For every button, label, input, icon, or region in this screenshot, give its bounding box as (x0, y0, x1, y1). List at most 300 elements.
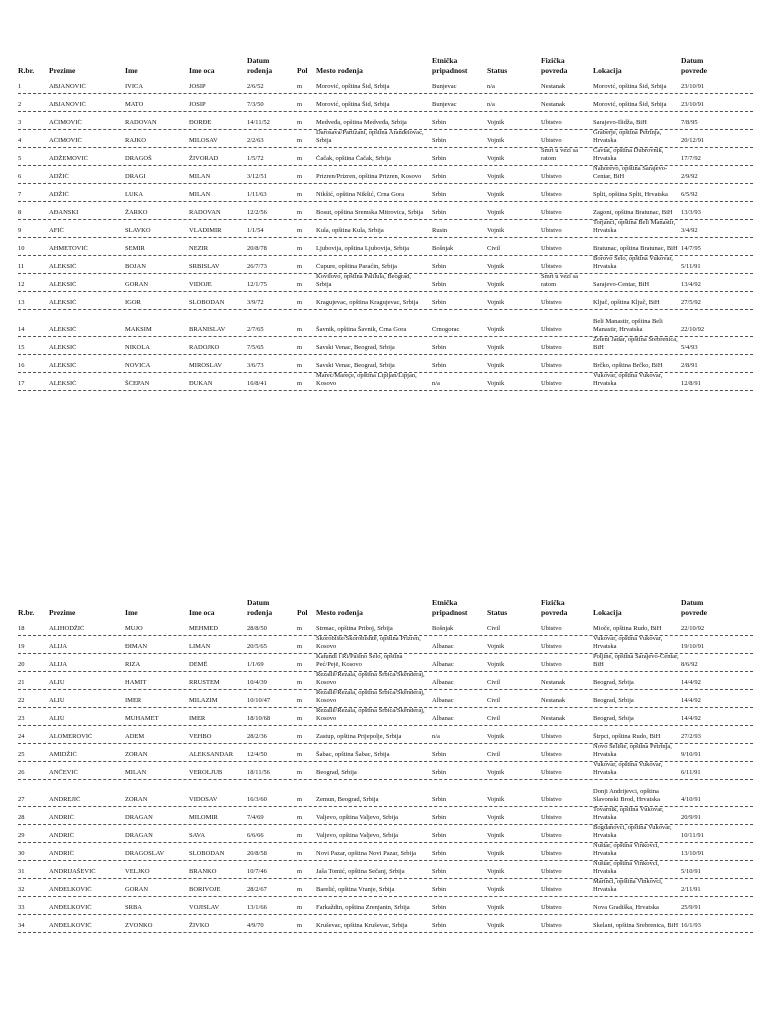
cell-datum-povrede: 7/8/95 (681, 119, 698, 127)
cell-pol: m (297, 83, 303, 91)
header-col-mesto-rodjenja: Mesto rođenja (316, 66, 363, 75)
cell-fizicka: Nestanak (541, 83, 566, 91)
header-col-datum-povrede: Datum povrede (681, 598, 708, 617)
cell-datum-rodjenja: 10/7/46 (247, 868, 267, 876)
table-row (18, 274, 753, 292)
cell-prezime: ANĐELKOVIĆ (49, 922, 92, 930)
table-row (18, 256, 753, 274)
cell-prezime: ALOMEROVIĆ (49, 733, 93, 741)
header-col-lokacija: Lokacija (593, 608, 622, 617)
cell-mesto-rodjenja: Čačak, opština Čačak, Srbija (316, 155, 391, 163)
cell-fizicka: Ubistvo (541, 904, 562, 912)
table-row (18, 726, 753, 744)
cell-etnicka: Rusin (432, 227, 448, 235)
cell-datum-rodjenja: 16/3/60 (247, 796, 267, 804)
cell-fizicka: Smrt u vezi sa ratom (541, 148, 579, 163)
cell-ime-oca: VOJISLAV (189, 904, 220, 912)
table-row (18, 672, 753, 690)
table-row (18, 238, 753, 256)
cell-ime-oca: JOSIP (189, 101, 206, 109)
cell-datum-rodjenja: 28/2/36 (247, 733, 267, 741)
cell-pol: m (297, 832, 303, 840)
cell-status: Vojnik (487, 119, 505, 127)
cell-etnicka: Srbin (432, 344, 447, 352)
cell-prezime: ALEKSIĆ (49, 263, 77, 271)
cell-datum-povrede: 13/3/93 (681, 209, 701, 217)
cell-ime-oca: ALEKSANDAR (189, 751, 234, 759)
cell-prezime: ALEKSIĆ (49, 326, 77, 334)
cell-pol: m (297, 344, 303, 352)
cell-pol: m (297, 904, 303, 912)
cell-mesto-rodjenja: Valjevo, opština Valjevo, Srbija (316, 814, 399, 822)
cell-datum-rodjenja: 12/2/56 (247, 209, 267, 217)
cell-ime-oca: ĐUKAN (189, 380, 213, 388)
table-row (18, 618, 753, 636)
cell-etnicka: Srbin (432, 850, 447, 858)
cell-ime-oca: VIDOSAV (189, 796, 218, 804)
cell-status: Vojnik (487, 733, 505, 741)
cell-ime: MAKSIM (125, 326, 152, 334)
cell-fizicka: Ubistvo (541, 661, 562, 669)
cell-lokacija: Nuštar, opština Vinkovci, Hrvatska (593, 843, 660, 858)
table-row (18, 112, 753, 130)
cell-status: Civil (487, 697, 501, 705)
cell-mesto-rodjenja: Jaša Tomić, opština Sečanj, Srbija (316, 868, 405, 876)
cell-pol: m (297, 625, 303, 633)
cell-mesto-rodjenja: Savski Venac, Beograd, Srbija (316, 362, 395, 370)
cell-ime: RADOVAN (125, 119, 157, 127)
cell-status: Civil (487, 625, 501, 633)
cell-lokacija: Marinci, opština Vinkovci, Hrvatska (593, 879, 663, 894)
header-col-rbr: R.br. (18, 66, 35, 75)
cell-lokacija: Brčko, opština Brčko, BiH (593, 362, 663, 370)
header-col-pol: Pol (297, 608, 308, 617)
cell-mesto-rodjenja: Rezallë/Rezala, opština Srbica/Skënderaj, Kosovo (316, 708, 425, 723)
cell-etnicka: Srbin (432, 922, 447, 930)
cell-datum-povrede: 4/10/91 (681, 796, 701, 804)
cell-datum-rodjenja: 2/2/63 (247, 137, 264, 145)
cell-pol: m (297, 362, 303, 370)
cell-mesto-rodjenja: Strmac, opština Priboj, Srbija (316, 625, 393, 633)
cell-lokacija: Beograd, Srbija (593, 715, 634, 723)
cell-prezime: ALEKSIĆ (49, 362, 77, 370)
cell-rbr: 26 (18, 769, 25, 777)
cell-status: Vojnik (487, 326, 505, 334)
table-row (18, 861, 753, 879)
cell-lokacija: Beograd, Srbija (593, 697, 634, 705)
cell-lokacija: Cavtat, opština Dubrovnik, Hrvatska (593, 148, 664, 163)
cell-pol: m (297, 101, 303, 109)
cell-status: Vojnik (487, 814, 505, 822)
header-col-pol: Pol (297, 66, 308, 75)
cell-etnicka: Srbin (432, 814, 447, 822)
cell-ime-oca: SLOBODAN (189, 850, 225, 858)
cell-mesto-rodjenja: Skorobište/Skorobishtë, opština Prizren, Kosovo (316, 636, 421, 651)
cell-ime: ZORAN (125, 751, 148, 759)
cell-rbr: 34 (18, 922, 25, 930)
cell-lokacija: Tovarnik, opština Vukovar, Hrvatska (593, 807, 664, 822)
cell-pol: m (297, 643, 303, 651)
cell-ime-oca: MEHMED (189, 625, 218, 633)
cell-fizicka: Ubistvo (541, 227, 562, 235)
cell-fizicka: Ubistvo (541, 733, 562, 741)
cell-prezime: ANDRIĆ (49, 850, 74, 858)
header-col-status: Status (487, 66, 508, 75)
cell-mesto-rodjenja: Morović, opština Šid, Srbija (316, 101, 390, 109)
cell-etnicka: Srbin (432, 137, 447, 145)
cell-status: Vojnik (487, 362, 505, 370)
cell-datum-povrede: 20/12/91 (681, 137, 705, 145)
cell-status: Vojnik (487, 173, 505, 181)
cell-fizicka: Ubistvo (541, 832, 562, 840)
header-col-fizicka: Fizička povreda (541, 56, 568, 75)
cell-prezime: ANDREJIĆ (49, 796, 81, 804)
cell-ime-oca: RADOJKO (189, 344, 220, 352)
cell-datum-rodjenja: 28/8/50 (247, 625, 267, 633)
cell-rbr: 30 (18, 850, 25, 858)
cell-mesto-rodjenja: Ljubovija, opština Ljubovija, Srbija (316, 245, 409, 253)
cell-rbr: 32 (18, 886, 25, 894)
cell-pol: m (297, 661, 303, 669)
cell-etnicka: Bunjevac (432, 83, 457, 91)
cell-mesto-rodjenja: Kragujevac, opština Kragujevac, Srbija (316, 299, 419, 307)
cell-rbr: 3 (18, 119, 22, 127)
cell-pol: m (297, 814, 303, 822)
cell-status: Vojnik (487, 922, 505, 930)
cell-ime-oca: ĐORĐE (189, 119, 212, 127)
table-row (18, 202, 753, 220)
cell-ime-oca: RADOVAN (189, 209, 221, 217)
cell-etnicka: Srbin (432, 209, 447, 217)
table-row (18, 915, 753, 933)
cell-datum-povrede: 14/4/92 (681, 697, 701, 705)
header-col-fizicka: Fizička povreda (541, 598, 568, 617)
cell-ime-oca: VLADIMIR (189, 227, 222, 235)
cell-ime-oca: BRANKO (189, 868, 217, 876)
cell-lokacija: Split, opština Split, Hrvatska (593, 191, 668, 199)
table-row (18, 337, 753, 355)
cell-fizicka: Nestanak (541, 679, 566, 687)
cell-ime-oca: SAVA (189, 832, 206, 840)
cell-datum-rodjenja: 3/9/72 (247, 299, 264, 307)
table-row (18, 292, 753, 310)
table-row (18, 373, 753, 391)
cell-ime-oca: VIDOJE (189, 281, 212, 289)
cell-lokacija: Ključ, opština Ključ, BiH (593, 299, 660, 307)
cell-pol: m (297, 227, 303, 235)
header-col-ime-oca: Ime oca (189, 66, 215, 75)
cell-etnicka: Srbin (432, 751, 447, 759)
cell-etnicka: Srbin (432, 362, 447, 370)
cell-etnicka: Albanac (432, 679, 454, 687)
cell-rbr: 29 (18, 832, 25, 840)
cell-status: n/a (487, 83, 495, 91)
cell-datum-povrede: 5/4/93 (681, 344, 698, 352)
cell-ime: MILAN (125, 769, 147, 777)
cell-status: Vojnik (487, 380, 505, 388)
cell-lokacija: Mioče, opština Rudo, BiH (593, 625, 662, 633)
table-header (18, 50, 753, 76)
cell-datum-rodjenja: 3/6/73 (247, 362, 264, 370)
cell-prezime: ALIU (49, 697, 65, 705)
cell-ime-oca: IMER (189, 715, 206, 723)
table-row (18, 310, 753, 337)
cell-datum-povrede: 19/10/91 (681, 643, 705, 651)
cell-fizicka: Ubistvo (541, 326, 562, 334)
cell-lokacija: Morović, opština Šid, Srbija (593, 83, 667, 91)
cell-mesto-rodjenja: Kula, opština Kula, Srbija (316, 227, 384, 235)
cell-mesto-rodjenja: Ćupure, opština Paraćin, Srbija (316, 263, 398, 271)
cell-ime-oca: VEROLJUB (189, 769, 223, 777)
cell-rbr: 4 (18, 137, 22, 145)
records-table-2 (18, 592, 753, 933)
cell-datum-rodjenja: 7/3/50 (247, 101, 264, 109)
cell-etnicka: Albanac (432, 715, 454, 723)
cell-rbr: 21 (18, 679, 25, 687)
cell-fizicka: Ubistvo (541, 344, 562, 352)
cell-rbr: 5 (18, 155, 22, 163)
cell-datum-povrede: 25/9/91 (681, 904, 701, 912)
cell-datum-povrede: 23/10/91 (681, 101, 705, 109)
cell-mesto-rodjenja: Kruševac, opština Kruševac, Srbija (316, 922, 408, 930)
cell-mesto-rodjenja: Savski Venac, Beograd, Srbija (316, 344, 395, 352)
cell-ime: ADEM (125, 733, 145, 741)
cell-fizicka: Ubistvo (541, 137, 562, 145)
cell-ime: MUJO (125, 625, 143, 633)
cell-status: Civil (487, 715, 501, 723)
cell-prezime: ADŽEMOVIĆ (49, 155, 88, 163)
cell-prezime: ALIJA (49, 643, 68, 651)
cell-status: Vojnik (487, 904, 505, 912)
table-body (18, 76, 753, 391)
cell-ime: MUHAMET (125, 715, 159, 723)
cell-ime: IMER (125, 697, 142, 705)
cell-fizicka: Ubistvo (541, 886, 562, 894)
cell-datum-povrede: 22/10/92 (681, 625, 705, 633)
cell-status: Vojnik (487, 344, 505, 352)
cell-ime: DRAGAN (125, 832, 153, 840)
cell-lokacija: Sarajevo-Centar, BiH (593, 281, 650, 289)
cell-mesto-rodjenja: Barelić, opština Vranje, Srbija (316, 886, 395, 894)
cell-datum-rodjenja: 28/2/67 (247, 886, 267, 894)
cell-datum-rodjenja: 3/12/51 (247, 173, 267, 181)
cell-ime: ŽARKO (125, 209, 148, 217)
table-row (18, 744, 753, 762)
cell-datum-rodjenja: 1/11/63 (247, 191, 267, 199)
cell-datum-rodjenja: 1/1/69 (247, 661, 264, 669)
header-col-datum-rodjenja: Datum rođenja (247, 598, 273, 617)
cell-ime-oca: JOSIP (189, 83, 206, 91)
cell-fizicka: Ubistvo (541, 263, 562, 271)
cell-datum-povrede: 8/6/92 (681, 661, 698, 669)
cell-mesto-rodjenja: Šavnik, opština Šavnik, Crna Gora (316, 326, 407, 334)
cell-status: Vojnik (487, 155, 505, 163)
cell-prezime: ALEKSIĆ (49, 281, 77, 289)
cell-datum-povrede: 14/4/92 (681, 679, 701, 687)
cell-datum-povrede: 23/10/91 (681, 83, 705, 91)
cell-ime-oca: MIROSLAV (189, 362, 223, 370)
cell-datum-povrede: 14/4/92 (681, 715, 701, 723)
cell-datum-rodjenja: 12/4/50 (247, 751, 267, 759)
cell-mesto-rodjenja: Bosut, opština Sremska Mitrovica, Srbija (316, 209, 424, 217)
cell-pol: m (297, 715, 303, 723)
cell-ime: ZORAN (125, 796, 148, 804)
cell-prezime: ANČEVIĆ (49, 769, 78, 777)
cell-etnicka: Srbin (432, 769, 447, 777)
cell-etnicka: Srbin (432, 886, 447, 894)
cell-rbr: 24 (18, 733, 25, 741)
table-header (18, 592, 753, 618)
cell-fizicka: Ubistvo (541, 751, 562, 759)
cell-datum-povrede: 17/7/92 (681, 155, 701, 163)
cell-ime-oca: MILOSAV (189, 137, 218, 145)
cell-status: Vojnik (487, 227, 505, 235)
cell-fizicka: Nestanak (541, 715, 566, 723)
cell-prezime: ALEKSIĆ (49, 380, 77, 388)
cell-lokacija: Vukovar, opština Vukovar, Hrvatska (593, 636, 663, 651)
table-row (18, 130, 753, 148)
cell-lokacija: Nova Gradiška, Hrvatska (593, 904, 659, 912)
cell-fizicka: Ubistvo (541, 850, 562, 858)
cell-etnicka: Srbin (432, 904, 447, 912)
cell-ime: HAMIT (125, 679, 147, 687)
cell-pol: m (297, 679, 303, 687)
cell-status: Vojnik (487, 299, 505, 307)
cell-lokacija: Zeleni Jadar, opština Srebrenica, BiH (593, 337, 678, 352)
table-row (18, 807, 753, 825)
cell-etnicka: Srbin (432, 868, 447, 876)
cell-mesto-rodjenja: Darosava/Partizani, opština Aranđelovac, Srbija (316, 130, 424, 145)
table-row (18, 166, 753, 184)
cell-datum-povrede: 13/10/91 (681, 850, 705, 858)
cell-rbr: 14 (18, 326, 25, 334)
cell-pol: m (297, 281, 303, 289)
cell-mesto-rodjenja: Prizren/Prizren, opština Prizren, Kosovo (316, 173, 422, 181)
cell-datum-povrede: 22/10/92 (681, 326, 705, 334)
cell-lokacija: Torjanci, opština Beli Manastir, Hrvatska (593, 220, 676, 235)
header-col-etnicka: Etnička pripadnost (432, 598, 468, 617)
cell-fizicka: Ubistvo (541, 209, 562, 217)
cell-pol: m (297, 922, 303, 930)
table-row (18, 690, 753, 708)
cell-prezime: ALIU (49, 715, 65, 723)
cell-mesto-rodjenja: Zastup, opština Prijepolje, Srbija (316, 733, 402, 741)
cell-datum-povrede: 12/8/91 (681, 380, 701, 388)
cell-lokacija: Vukovar, opština Vukovar, Hrvatska (593, 762, 663, 777)
cell-datum-povrede: 6/5/92 (681, 191, 698, 199)
cell-status: n/a (487, 101, 495, 109)
cell-lokacija: Skelani, opština Srebrenica, BiH (593, 922, 679, 930)
cell-prezime: ANĐELKOVIĆ (49, 904, 92, 912)
cell-status: Civil (487, 751, 501, 759)
cell-mesto-rodjenja: Marec/Mareçe, opština Lipljan/Lipjan, Kosovo (316, 373, 417, 388)
cell-status: Vojnik (487, 832, 505, 840)
cell-ime-oca: LIMAN (189, 643, 211, 651)
cell-ime-oca: ŽIVORAD (189, 155, 219, 163)
cell-rbr: 18 (18, 625, 25, 633)
table-body (18, 618, 753, 933)
cell-prezime: ANĐELKOVIĆ (49, 886, 92, 894)
cell-fizicka: Ubistvo (541, 922, 562, 930)
cell-status: Civil (487, 245, 501, 253)
cell-ime: ZVONKO (125, 922, 153, 930)
header-col-ime: Ime (125, 608, 138, 617)
cell-pol: m (297, 850, 303, 858)
cell-status: Vojnik (487, 191, 505, 199)
cell-fizicka: Ubistvo (541, 643, 562, 651)
cell-fizicka: Ubistvo (541, 299, 562, 307)
cell-rbr: 33 (18, 904, 25, 912)
cell-pol: m (297, 191, 303, 199)
cell-datum-povrede: 6/11/91 (681, 769, 701, 777)
header-col-lokacija: Lokacija (593, 66, 622, 75)
cell-datum-povrede: 13/4/92 (681, 281, 701, 289)
table-row (18, 708, 753, 726)
cell-mesto-rodjenja: Valjevo, opština Valjevo, Srbija (316, 832, 399, 840)
cell-status: Vojnik (487, 137, 505, 145)
cell-ime: GORAN (125, 281, 149, 289)
cell-ime: DRAGI (125, 173, 146, 181)
header-col-datum-povrede: Datum povrede (681, 56, 708, 75)
cell-prezime: ANDRIĆ (49, 832, 74, 840)
cell-lokacija: Bogdanovci, opština Vukovar, Hrvatska (593, 825, 672, 840)
cell-ime: IGOR (125, 299, 141, 307)
cell-fizicka: Ubistvo (541, 769, 562, 777)
cell-mesto-rodjenja: Beograd, Srbija (316, 769, 357, 777)
cell-mesto-rodjenja: Novi Pazar, opština Novi Pazar, Srbija (316, 850, 417, 858)
cell-prezime: AHMETOVIĆ (49, 245, 88, 253)
cell-fizicka: Smrt u vezi sa ratom (541, 274, 579, 289)
cell-pol: m (297, 263, 303, 271)
cell-ime: SLAVKO (125, 227, 151, 235)
table-row (18, 220, 753, 238)
cell-datum-povrede: 3/4/92 (681, 227, 698, 235)
cell-fizicka: Ubistvo (541, 119, 562, 127)
cell-status: Civil (487, 679, 501, 687)
records-table-1 (18, 50, 753, 391)
cell-datum-povrede: 14/7/95 (681, 245, 701, 253)
cell-ime: DRAGAN (125, 814, 153, 822)
cell-ime: ĐIMAN (125, 643, 148, 651)
table-row (18, 355, 753, 373)
cell-prezime: ALIHODŽIĆ (49, 625, 85, 633)
cell-fizicka: Nestanak (541, 697, 566, 705)
cell-lokacija: Bratunac, opština Bratunac, BiH (593, 245, 678, 253)
cell-rbr: 9 (18, 227, 22, 235)
cell-ime: DRAGOŠ (125, 155, 152, 163)
cell-lokacija: Graberje, opština Petrinja, Hrvatska (593, 130, 662, 145)
table-row (18, 654, 753, 672)
cell-prezime: ABJANOVIĆ (49, 83, 86, 91)
cell-fizicka: Ubistvo (541, 868, 562, 876)
cell-mesto-rodjenja: Farkaždin, opština Zrenjanin, Srbija (316, 904, 410, 912)
cell-prezime: AFIĆ (49, 227, 64, 235)
cell-status: Vojnik (487, 868, 505, 876)
cell-rbr: 27 (18, 796, 25, 804)
cell-etnicka: Srbin (432, 173, 447, 181)
cell-lokacija: Donji Andrijevci, opština Slavonski Brod, Hrvatska (593, 787, 660, 804)
cell-rbr: 2 (18, 101, 22, 109)
cell-status: Vojnik (487, 796, 505, 804)
cell-etnicka: Crnogorac (432, 326, 460, 334)
cell-mesto-rodjenja: Katundi i Ri/Pašino Selo, opština Peć/Pejë, Kosovo (316, 654, 403, 669)
cell-prezime: AĆIMOVIĆ (49, 137, 82, 145)
cell-datum-rodjenja: 20/8/58 (247, 850, 267, 858)
cell-pol: m (297, 299, 303, 307)
cell-pol: m (297, 733, 303, 741)
cell-rbr: 13 (18, 299, 25, 307)
cell-ime: BOJAN (125, 263, 146, 271)
